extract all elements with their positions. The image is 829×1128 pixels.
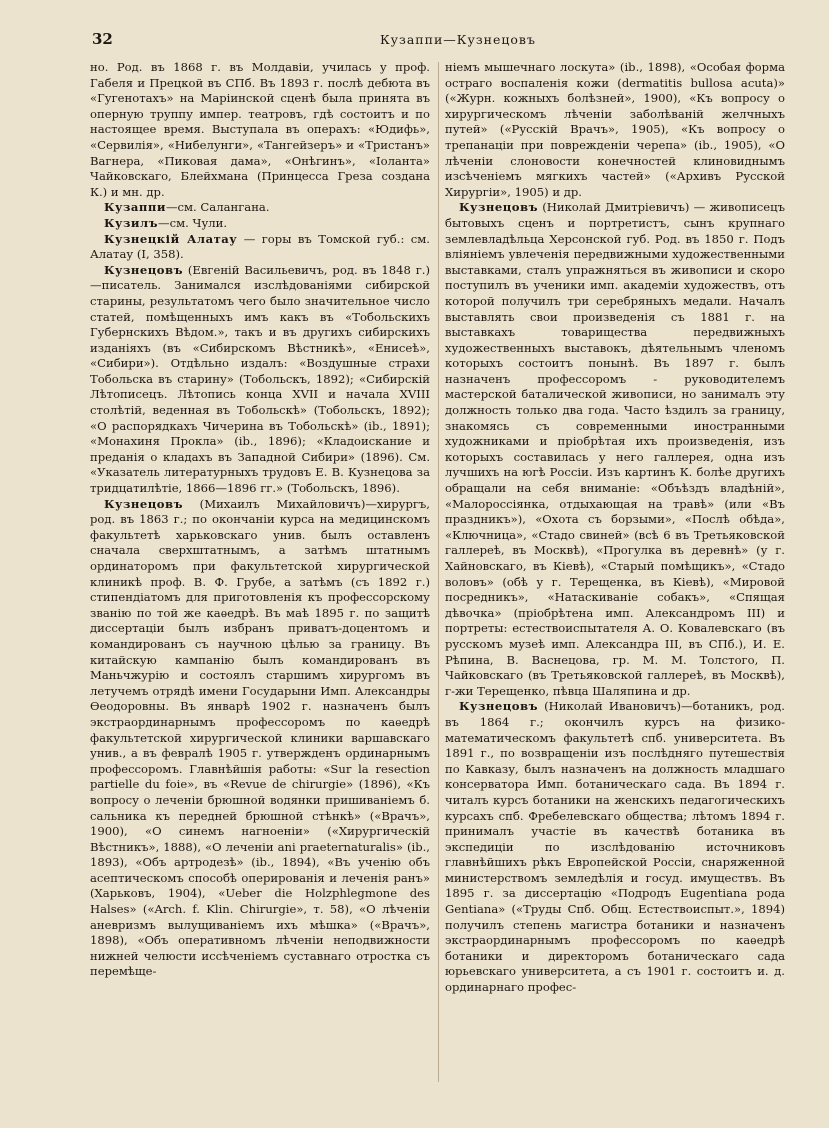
page-header bbox=[0, 30, 829, 52]
entry-continuation bbox=[445, 60, 785, 200]
entry-text: (Михаилъ Михайловичъ)—хирургъ, род. въ 1863 г.; по окончаніи курса на медицинскомъ факультетѣ харьковскаго унив. былъ оставленъ сначала сверхштатнымъ, а затѣмъ штатнымъ ординаторомъ при факультетской хирургической клиникѣ проф. В. Ф. Грубе, а затѣмъ (съ 1892 г.) стипендіатомъ для приготовленія къ профессорскому званію по той же каѳедрѣ. Въ маѣ 1895 г. по защитѣ диссертаціи былъ избранъ приватъ-доцентомъ и командированъ съ научною цѣлью за границу. Въ китайскую кампанію былъ командированъ въ Маньчжурію и состоялъ старшимъ хирургомъ въ летучемъ отрядѣ имени Государыни Имп. Александры Ѳеодоровны. Въ январѣ 1902 г. назначенъ былъ экстраординарнымъ профессоромъ по каѳедрѣ факультетской хирургической клиники варшавскаго унив., а въ февралѣ 1905 г. утвержденъ ординарнымъ профессоромъ. Главнѣйшія работы: «Sur la resection partielle du foie», въ «Revue de chirurgie» (1896), «Къ вопросу о леченіи брюшной водянки пришиваніемъ б. сальника къ передней брюшной стѣнкѣ» («Врачъ», 1900), «О синемъ нагноеніи» («Хирургическій Вѣстникъ», 1888), «О леченіи ani praeternaturalis» (ib., 1893), «Объ артродезѣ» (ib., 1894), «Въ ученію объ асептическомъ способѣ оперированія и леченія ранъ» (Харьковъ, 1904), «Ueber die Holzphlegmone des Halses» («Arch. f. Klin. Chirurgie», т. 58), «О лѣченіи аневризмъ вылущиваніемъ ихъ мѣшка» («Врачъ», 1898), «Объ оперативномъ лѣченіи неподвижности нижней челюсти иссѣченіемъ суставнаго отростка съ перемѣще- bbox=[90, 496, 430, 979]
entry-text: (Николай Дмитріевичъ) — живописецъ бытовыхъ сценъ и портретистъ, сынъ крупнаго землевладѣльца Херсонской губ. Род. въ 1850 г. Подъ вліяніемъ увлеченія передвижными художественными выставками, сталъ упражняться въ живописи и скоро поступилъ въ ученики имп. академіи художествъ, отъ которой получилъ три серебряныхъ медали. Началъ выставлять свои произведенія съ 1881 г. на выставкахъ товарищества передвижныхъ художественныхъ выставокъ, дѣятельнымъ членомъ которыхъ состоитъ понынѣ. Въ 1897 г. былъ назначенъ профессоромъ - руководителемъ мастерской баталической живописи, но занималъ эту должность только два года. Часто ѣздилъ за границу, знакомясь съ современными иностранными художниками и пріобрѣтая ихъ произведенія, изъ которыхъ составилась у него галлерея, одна изъ лучшихъ на югѣ Россіи. Изъ картинъ К. болѣе другихъ обращали на себя вниманіе: «Объѣздъ владѣній», «Малороссіянка, отдыхающая на травѣ» (или «Въ праздникъ»), «Охота съ борзыми», «Послѣ обѣда», «Ключница», «Стадо свиней» (всѣ 6 въ Третьяковской галлереѣ, въ Москвѣ), «Прогулка въ деревнѣ» (у г. Хайновскаго, въ Кіевѣ), «Старый помѣщикъ», «Стадо воловъ» (обѣ у г. Терещенка, въ Кіевѣ), «Мировой посредникъ», «Натаскиваніе собакъ», «Спящая дѣвочка» (пріобрѣтена имп. Александромъ III) и портреты: естествоиспытателя А. О. Ковалевскаго (въ русскомъ музеѣ имп. Александра III, въ СПб.), И. Е. Рѣпина, В. Васнецова, гр. М. М. Толстого, П. Чайковскаго (въ Третьяковской галлереѣ, въ Москвѣ), г-жи Терещенко, пѣвца Шаляпина и др. bbox=[445, 200, 785, 698]
entry-text: (Николай Ивановичъ)—ботаникъ, род. въ 1864 г.; окончилъ курсъ на физико-математическомъ факультетѣ спб. университета. Въ 1891 г., по возвращеніи изъ послѣдняго путешествія по Кавказу, былъ назначенъ на должность младшаго консерватора Имп. ботаническаго сада. Въ 1894 г. читалъ курсъ ботаники на женскихъ педагогическихъ курсахъ спб. Фребелевскаго общества; лѣтомъ 1894 г. принималъ участіе въ качествѣ ботаника въ экспедиціи по изслѣдованію источниковъ главнѣйшихъ рѣкъ Европейской Россіи, снаряженной министерствомъ земледѣлія и госуд. имуществъ. Въ 1895 г. за диссертацію «Подродъ Eugentiana рода Gentiana» («Труды Спб. Общ. Естествоиспыт.», 1894) получилъ степень магистра ботаники и назначенъ экстраординарнымъ профессоромъ по каѳедрѣ ботаники и директоромъ ботаническаго сада юрьевскаго университета, а съ 1901 г. состоитъ и. д. ординарнаго профес- bbox=[445, 699, 785, 995]
entry-kuzappi bbox=[90, 200, 430, 216]
entry-kuznetsov-nikolai-d bbox=[445, 200, 785, 699]
entry-text: —см. Салангана. bbox=[165, 200, 270, 215]
entry-headword: Кузнецовъ bbox=[104, 262, 183, 277]
entry-text: —см. Чули. bbox=[158, 215, 228, 230]
entry-headword: Кузаппи bbox=[104, 200, 166, 215]
entry-headword: Кузнецовъ bbox=[459, 699, 538, 714]
entry-kuzil bbox=[90, 216, 430, 232]
entry-headword: Кузнецовъ bbox=[104, 496, 183, 511]
entry-text: ніемъ мышечнаго лоскута» (ib., 1898), «Особая форма остраго воспаленія кожи (dermatitis bullosa acuta)» («Журн. кожныхъ болѣзней», 1900), «Къ вопросу о хирургическомъ лѣченіи заболѣваній желчныхъ путей» («Русскій Врачъ», 1905), «Къ вопросу о трепанаціи при поврежденіи черепа» (ib., 1905), «О лѣченіи слоновости конечностей клиновиднымъ изсѣченіемъ мягкихъ частей» («Архивъ Русской Хирургіи», 1905) и др. bbox=[445, 60, 785, 199]
entry-kuznetsov-evgeny bbox=[90, 263, 430, 497]
entry-text: — горы въ Томской губ.: см. Алатау (I, 358). bbox=[90, 231, 430, 262]
entry-kuznetsov-mikhail bbox=[90, 497, 430, 980]
left-column bbox=[90, 60, 430, 980]
column-divider bbox=[438, 62, 439, 1082]
running-title: Кузаппи—Кузнецовъ bbox=[380, 32, 536, 47]
entry-kuznetsky-alatau bbox=[90, 232, 430, 263]
entry-headword: Кузнецовъ bbox=[459, 200, 538, 215]
entry-text: (Евгеній Васильевичъ, род. въ 1848 г.)—писатель. Занимался изслѣдованіями сибирской старины, результатомъ чего было значительное число статей, помѣщенныхъ имъ какъ въ «Тобольскихъ Губернскихъ Вѣдом.», такъ и въ другихъ сибирскихъ изданіяхъ (въ «Сибирскомъ Вѣстникѣ», «Енисеѣ», «Сибири»). Отдѣльно издалъ: «Воздушные страхи Тобольска въ старину» (Тобольскъ, 1892); «Сибирскій Лѣтописецъ. Лѣтопись конца XVII и начала XVIII столѣтій, веденная въ Тобольскѣ» (Тобольскъ, 1892); «О распорядкахъ Чичерина въ Тобольскѣ» (ib., 1891); «Монахиня Прокла» (ib., 1896); «Кладоискание и преданія о кладахъ въ Западной Сибири» (1896). См. «Указатель литературныхъ трудовъ Е. В. Кузнецова за тридцатилѣтіе, 1866—1896 гг.» (Тобольскъ, 1896). bbox=[90, 262, 430, 496]
entry-text: но. Род. въ 1868 г. въ Молдавіи, училась у проф. Габеля и Прецкой въ СПб. Въ 1893 г. послѣ дебюта въ «Гугенотахъ» на Маріинской сценѣ была принята въ оперную труппу импер. театровъ, гдѣ состоитъ и по настоящее время. Выступала въ операхъ: «Юдифь», «Сервилія», «Нибелунги», «Тангейзеръ» и «Тристанъ» Вагнера, «Пиковая дама», «Онѣгинъ», «Іоланта» Чайковскаго, Блейхмана (Принцесса Греза создана К.) и мн. др. bbox=[90, 60, 430, 199]
entry-continuation bbox=[90, 60, 430, 200]
entry-headword: Кузилъ bbox=[104, 215, 159, 230]
right-column bbox=[445, 60, 785, 996]
page-number: 32 bbox=[92, 30, 113, 48]
entry-kuznetsov-nikolai-i bbox=[445, 699, 785, 995]
entry-headword: Кузнецкій Алатау bbox=[104, 231, 238, 246]
